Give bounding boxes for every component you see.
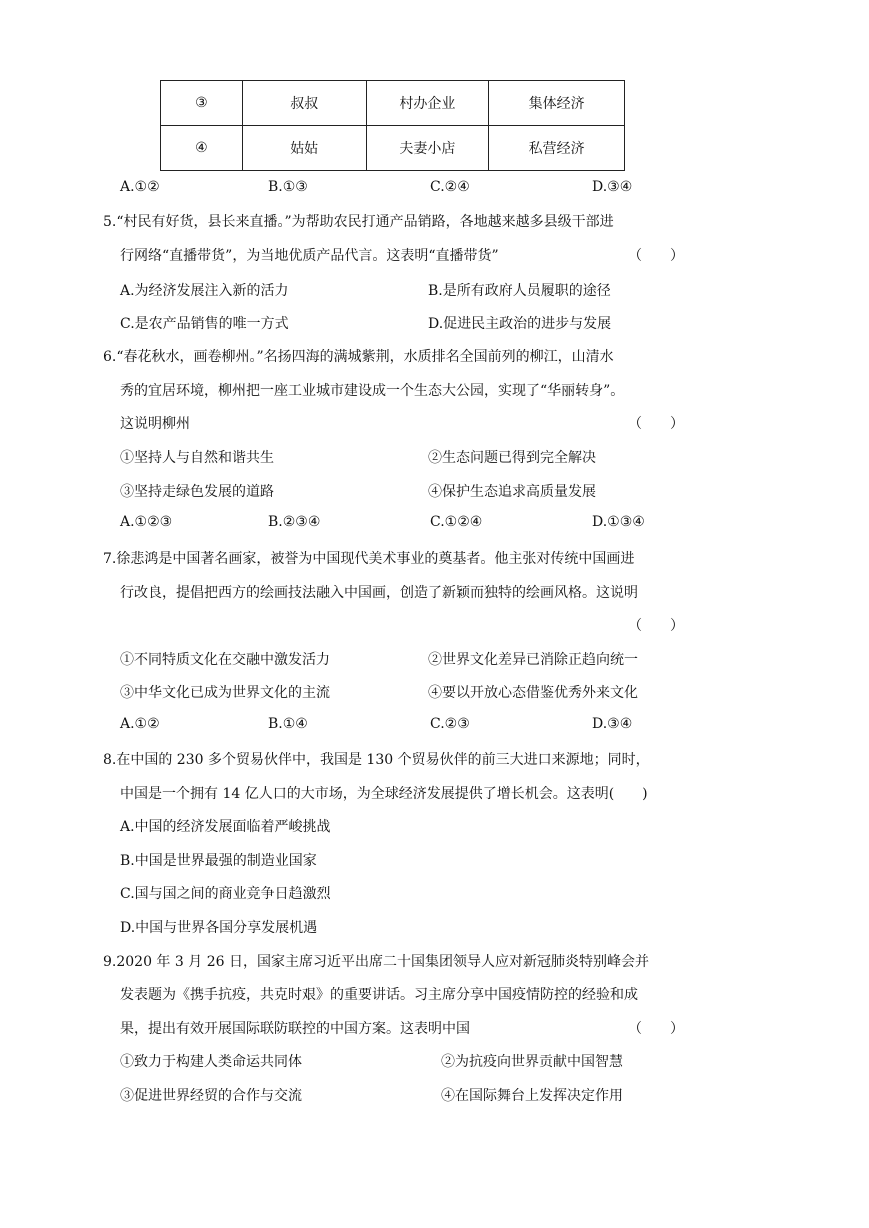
q4-choice-b: B.①③ — [268, 179, 308, 195]
q6-answer-paren: （ ） — [628, 416, 684, 432]
q7-choice-b: B.①④ — [268, 716, 308, 732]
q9-item-3: ③促进世界经贸的合作与交流 — [120, 1088, 302, 1104]
q5-stem-line2: 行网络“直播带货”，为当地优质产品代言。这表明“直播带货” — [120, 248, 499, 264]
q8-stem-line2: 中国是一个拥有 14 亿人口的大市场，为全球经济发展提供了增长机会。这表明( ) — [120, 786, 648, 802]
q5-answer-paren: （ ） — [628, 248, 684, 264]
table-cell: 集体经济 — [489, 81, 625, 126]
q9-item-2: ②为抗疫向世界贡献中国智慧 — [441, 1054, 623, 1070]
q4-choice-c: C.②④ — [430, 179, 470, 195]
q5-stem-line1: 5.“村民有好货，县长来直播。”为帮助农民打通产品销路，各地越来越多县级干部进 — [103, 214, 614, 230]
q7-choice-a: A.①② — [120, 716, 160, 732]
q9-stem-line2: 发表题为《携手抗疫，共克时艰》的重要讲话。习主席分享中国疫情防控的经验和成 — [120, 987, 638, 1003]
q6-stem-line1: 6.“春花秋水，画卷柳州。”名扬四海的满城紫荆，水质排名全国前列的柳江，山清水 — [103, 349, 614, 365]
q7-item-2: ②世界文化差异已消除正趋向统一 — [428, 652, 638, 668]
q6-stem-line2: 秀的宜居环境，柳州把一座工业城市建设成一个生态大公园，实现了“华丽转身”。 — [120, 383, 625, 399]
q6-item-4: ④保护生态追求高质量发展 — [428, 484, 596, 500]
q8-option-a: A.中国的经济发展面临着严峻挑战 — [120, 819, 331, 835]
q6-choice-c: C.①②④ — [430, 514, 483, 530]
q4-choice-d: D.③④ — [592, 179, 633, 195]
q7-choice-d: D.③④ — [592, 716, 633, 732]
table-cell: 叔叔 — [242, 81, 366, 126]
q4-choice-a: A.①② — [120, 179, 160, 195]
q8-stem-line1: 8.在中国的 230 多个贸易伙伴中，我国是 130 个贸易伙伴的前三大进口来源地；同时， — [103, 752, 650, 768]
q8-option-c: C.国与国之间的商业竞争日趋激烈 — [120, 886, 331, 902]
q7-choice-c: C.②③ — [430, 716, 470, 732]
q9-item-4: ④在国际舞台上发挥决定作用 — [441, 1088, 623, 1104]
q5-option-b: B.是所有政府人员履职的途径 — [428, 283, 611, 299]
table-cell: ③ — [161, 81, 243, 126]
table-row — [161, 81, 625, 126]
q6-choice-a: A.①②③ — [120, 514, 173, 530]
q8-option-d: D.中国与世界各国分享发展机遇 — [120, 920, 318, 936]
q6-item-1: ①坚持人与自然和谐共生 — [120, 450, 274, 466]
q5-option-a: A.为经济发展注入新的活力 — [120, 283, 289, 299]
q7-item-4: ④要以开放心态借鉴优秀外来文化 — [428, 685, 638, 701]
table-cell: 姑姑 — [242, 126, 366, 171]
q6-choice-d: D.①③④ — [592, 514, 645, 530]
table-cell: 村办企业 — [366, 81, 489, 126]
options-table — [160, 80, 625, 171]
q9-item-1: ①致力于构建人类命运共同体 — [120, 1054, 302, 1070]
q7-stem-line1: 7.徐悲鸿是中国著名画家，被誉为中国现代美术事业的奠基者。他主张对传统中国画进 — [103, 551, 635, 567]
q9-stem-line1: 9.2020 年 3 月 26 日，国家主席习近平出席二十国集团领导人应对新冠肺炎特别峰会并 — [103, 954, 649, 970]
q9-answer-paren: （ ） — [628, 1021, 684, 1037]
q6-item-3: ③坚持走绿色发展的道路 — [120, 484, 274, 500]
q8-option-b: B.中国是世界最强的制造业国家 — [120, 853, 317, 869]
q6-item-2: ②生态问题已得到完全解决 — [428, 450, 596, 466]
q9-stem-line3: 果，提出有效开展国际联防联控的中国方案。这表明中国 — [120, 1021, 470, 1037]
table-cell: 夫妻小店 — [366, 126, 489, 171]
table-row — [161, 126, 625, 171]
table-cell: 私营经济 — [489, 126, 625, 171]
q6-choice-b: B.②③④ — [268, 514, 321, 530]
q7-item-3: ③中华文化已成为世界文化的主流 — [120, 685, 330, 701]
q7-stem-line2: 行改良，提倡把西方的绘画技法融入中国画，创造了新颖而独特的绘画风格。这说明 — [120, 585, 638, 601]
q7-item-1: ①不同特质文化在交融中激发活力 — [120, 652, 330, 668]
q5-option-c: C.是农产品销售的唯一方式 — [120, 316, 289, 332]
q7-answer-paren: （ ） — [628, 618, 684, 634]
q5-option-d: D.促进民主政治的进步与发展 — [428, 316, 612, 332]
q6-stem-line3: 这说明柳州 — [120, 416, 190, 432]
table-cell: ④ — [161, 126, 243, 171]
